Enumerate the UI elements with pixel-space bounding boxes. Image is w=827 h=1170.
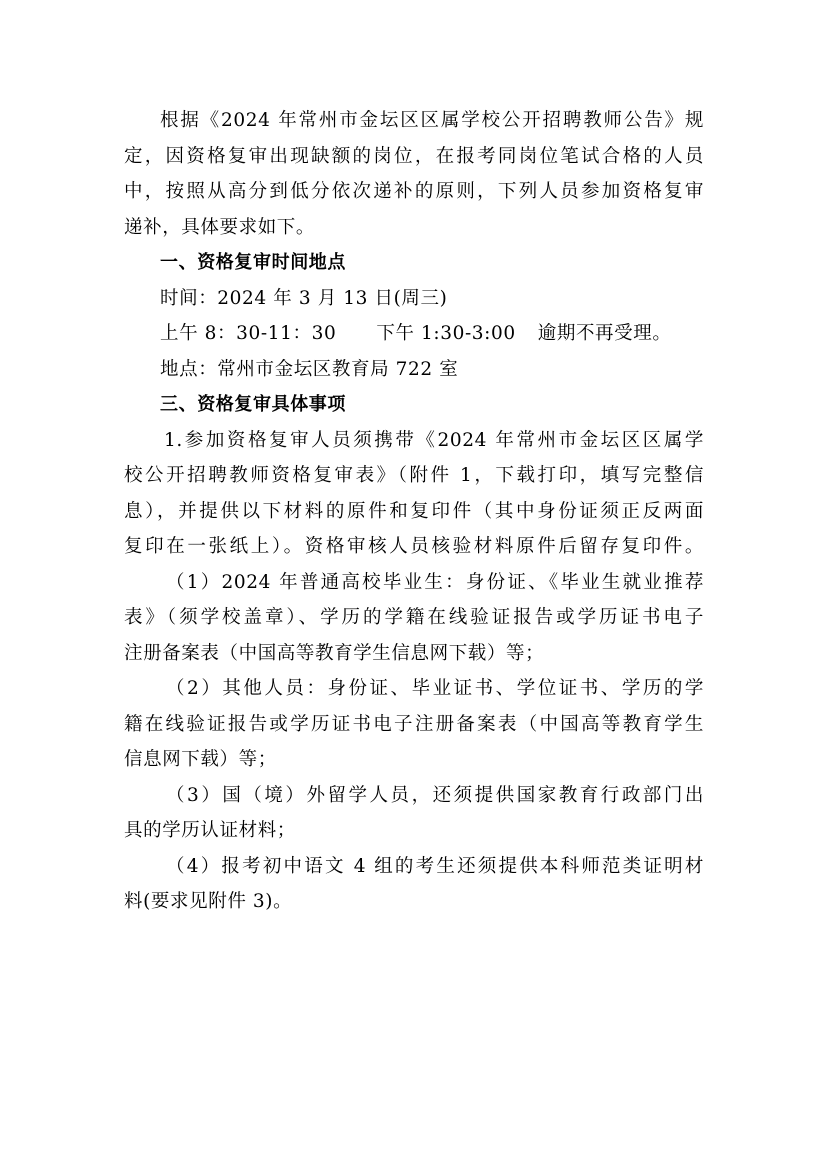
morning-slot: 上午 8：30-11：30 xyxy=(160,323,337,344)
overdue-note: 逾期不再受理。 xyxy=(537,323,672,344)
intro-paragraph xyxy=(124,103,704,245)
text-line: 籍在线验证报告或学历证书电子注册备案表（中国高等教育学生 xyxy=(124,713,704,735)
text-line: 校公开招聘教师资格复审表》（附件 1，下载打印，填写完整信 xyxy=(124,465,704,486)
text-line: 表》（须学校盖章）、学历的学籍在线验证报告或学历证书电子 xyxy=(124,607,704,628)
text-line: 复印在一张纸上）。资格审核人员核验材料原件后留存复印件。 xyxy=(124,536,704,557)
exam-time: 时间：2024 年 3 月 13 日(周三) xyxy=(160,287,448,309)
sub-item-3-paragraph xyxy=(124,778,704,849)
text-line: 定，因资格复审出现缺额的岗位，在报考同岗位笔试合格的人员 xyxy=(124,145,704,167)
time-slots xyxy=(124,316,704,352)
text-line: 根据《2024 年常州市金坛区区属学校公开招聘教师公告》规 xyxy=(160,110,704,131)
text-line: 中，按照从高分到低分依次递补的原则，下列人员参加资格复审 xyxy=(124,181,704,202)
section-heading-details: 三、资格复审具体事项 xyxy=(160,394,346,415)
sub-item-4-paragraph xyxy=(124,849,704,920)
item-1-paragraph xyxy=(124,423,704,565)
text-line: 料(要求见附件 3)。 xyxy=(124,891,293,912)
exam-place: 地点：常州市金坛区教育局 722 室 xyxy=(160,358,459,380)
text-line: （1）2024 年普通高校毕业生：身份证、《毕业生就业推荐 xyxy=(166,571,704,593)
text-line: （3）国（境）外留学人员，还须提供国家教育行政部门出 xyxy=(166,784,704,806)
text-line: （4）报考初中语文 4 组的考生还须提供本科师范类证明材 xyxy=(166,855,704,877)
text-line: 息），并提供以下材料的原件和复印件（其中身份证须正反两面 xyxy=(124,500,704,522)
text-line: 具的学历认证材料； xyxy=(124,820,296,841)
sub-item-2-paragraph xyxy=(124,671,704,778)
text-line: （2）其他人员：身份证、毕业证书、学位证书、学历的学 xyxy=(166,678,704,699)
text-line: 1.参加资格复审人员须携带《2024 年常州市金坛区区属学 xyxy=(164,429,704,451)
text-line: 信息网下载）等； xyxy=(124,749,277,770)
section-heading-time-place: 一、资格复审时间地点 xyxy=(160,252,346,273)
sub-item-1-paragraph xyxy=(124,565,704,672)
document-body xyxy=(124,103,704,920)
afternoon-slot: 下午 1:30-3:00 xyxy=(376,323,516,344)
text-line: 注册备案表（中国高等教育学生信息网下载）等； xyxy=(124,642,545,664)
text-line: 递补，具体要求如下。 xyxy=(124,216,316,238)
